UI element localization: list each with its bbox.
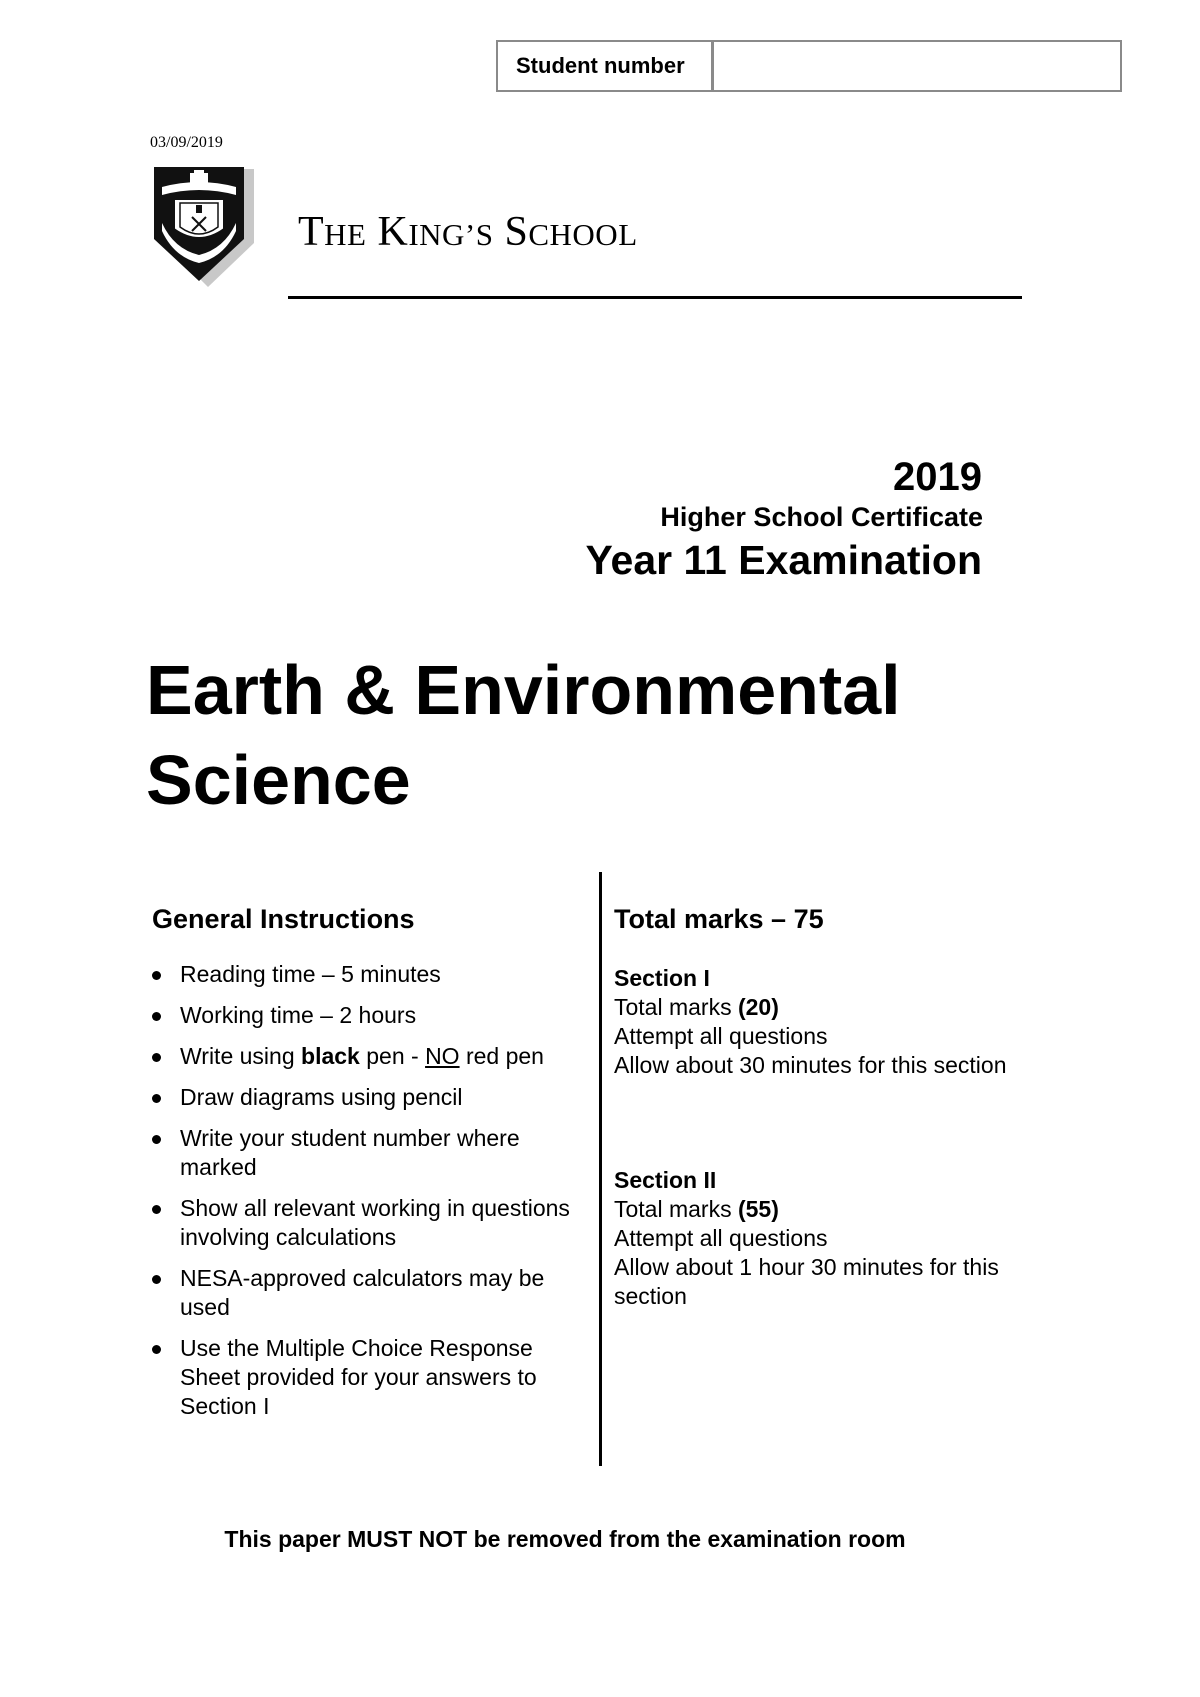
section-time: Allow about 30 minutes for this section — [614, 1052, 1007, 1078]
list-item: Write using black pen - NO red pen — [152, 1042, 592, 1071]
list-item: Working time – 2 hours — [152, 1001, 592, 1030]
section-heading: Section I — [614, 965, 710, 991]
header-rule — [288, 296, 1022, 299]
print-date: 03/09/2019 — [150, 134, 223, 151]
list-item: Draw diagrams using pencil — [152, 1083, 592, 1112]
subject-line-2: Science — [146, 741, 411, 819]
subject-line-1: Earth & Environmental — [146, 651, 901, 729]
student-number-box — [496, 40, 1122, 92]
exam-year: 2019 — [893, 455, 982, 499]
section-2-info — [614, 1166, 1054, 1311]
exam-title: Year 11 Examination — [585, 537, 982, 583]
section-marks: Total marks (20) — [614, 994, 779, 1020]
section-1-info — [614, 964, 1054, 1080]
column-divider — [599, 872, 602, 1466]
section-time: Allow about 1 hour 30 minutes for this section — [614, 1254, 999, 1309]
footer-notice: This paper MUST NOT be removed from the examination room — [224, 1526, 906, 1552]
student-number-label: Student number — [498, 42, 714, 90]
general-instructions-list — [152, 960, 592, 1433]
section-attempt: Attempt all questions — [614, 1225, 828, 1251]
list-item: NESA-approved calculators may be used — [152, 1264, 592, 1322]
school-crest-logo — [150, 165, 256, 289]
section-marks: Total marks (55) — [614, 1196, 779, 1222]
list-item: Show all relevant working in questions involving calculations — [152, 1194, 592, 1252]
student-number-field[interactable] — [714, 42, 1120, 90]
exam-certificate: Higher School Certificate — [660, 502, 983, 532]
subject-title — [146, 645, 1046, 825]
section-attempt: Attempt all questions — [614, 1023, 828, 1049]
general-instructions-title: General Instructions — [152, 904, 415, 934]
school-name: THE KING’S SCHOOL — [298, 209, 638, 255]
list-item: Reading time – 5 minutes — [152, 960, 592, 989]
list-item: Use the Multiple Choice Response Sheet provided for your answers to Section I — [152, 1334, 592, 1421]
list-item: Write your student number where marked — [152, 1124, 592, 1182]
total-marks-title: Total marks – 75 — [614, 904, 824, 934]
section-heading: Section II — [614, 1167, 717, 1193]
